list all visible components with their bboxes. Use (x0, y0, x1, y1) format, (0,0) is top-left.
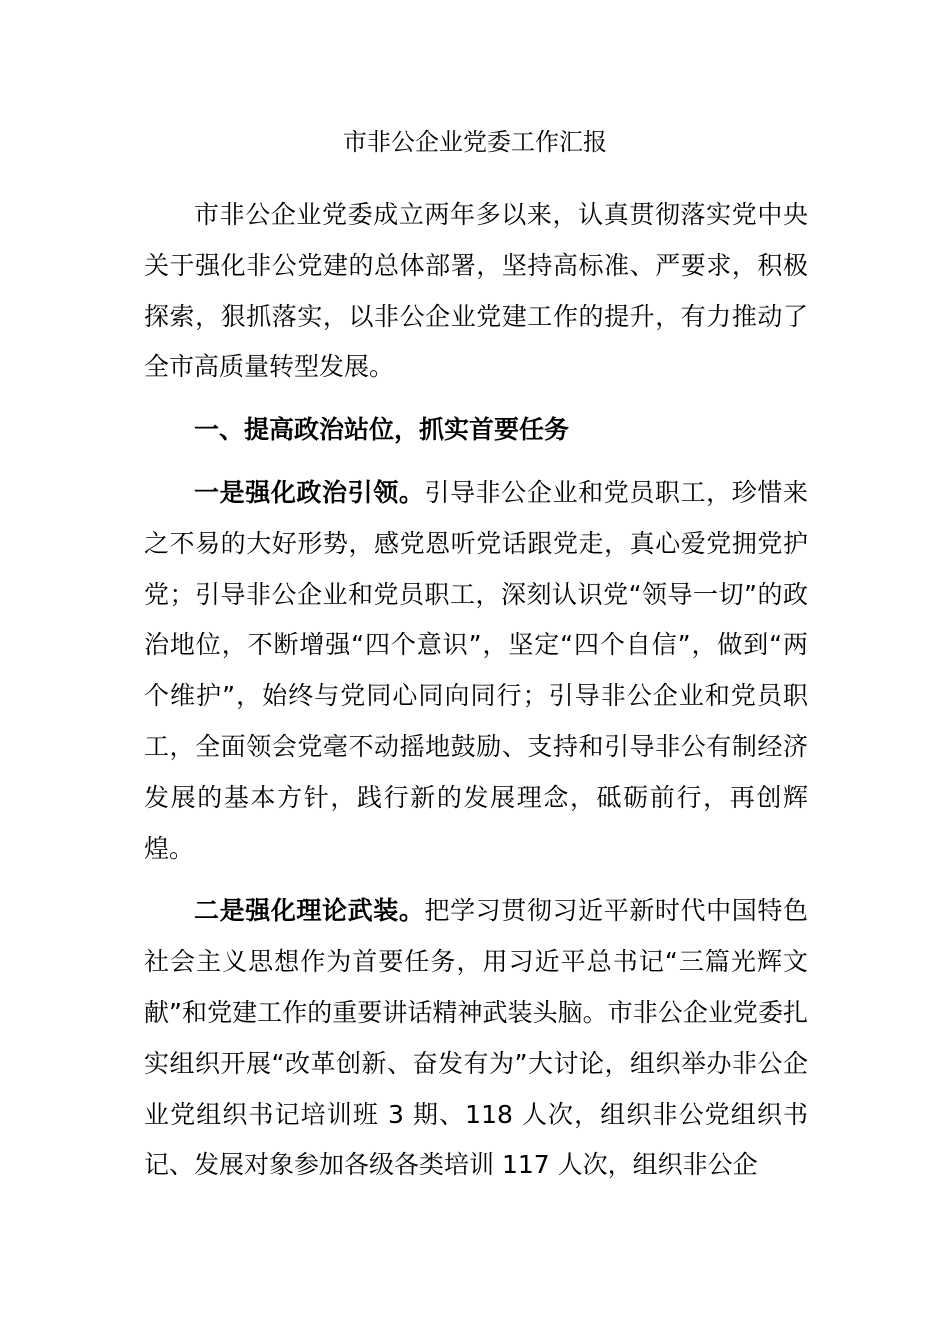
intro-paragraph: 市非公企业党委成立两年多以来，认真贯彻落实党中央关于强化非公党建的总体部署，坚持高标准、严要求，积极探索，狠抓落实，以非公企业党建工作的提升，有力推动了全市高质量转型发展。 (144, 200, 808, 382)
document-body (144, 190, 808, 1191)
paragraph-political-guidance (144, 468, 808, 874)
paragraph-lead: 二是强化理论武装。 (194, 896, 425, 926)
paragraph-lead: 一是强化政治引领。 (194, 477, 425, 507)
paragraph-text: 把学习贯彻习近平新时代中国特色社会主义思想作为首要任务，用习近平总书记“三篇光辉文献”和党建工作的重要讲话精神武装头脑。市非公企业党委扎实组织开展“改革创新、奋发有为”大讨论，组织举办非公企业党组织书记培训班 3 期、118 人次，组织非公党组织书记、发展对象参加各级各类培训 117 人次，组织非公企 (144, 896, 808, 1180)
section-heading: 一、提高政治站位，抓实首要任务 (194, 415, 570, 445)
document-title: 市非公企业党委工作汇报 (343, 128, 607, 156)
paragraph-text: 引导非公企业和党员职工，珍惜来之不易的大好形势，感党恩听党话跟党走，真心爱党拥党护党；引导非公企业和党员职工，深刻认识党“领导一切”的政治地位，不断增强“四个意识”，坚定“四个自信”，做到“两个维护”，始终与党同心同向同行；引导非公企业和党员职工，全面领会党毫不动摇地鼓励、支持和引导非公有制经济发展的基本方针，践行新的发展理念，砥砺前行，再创辉煌。 (144, 477, 808, 863)
paragraph-theory-study (144, 886, 808, 1191)
